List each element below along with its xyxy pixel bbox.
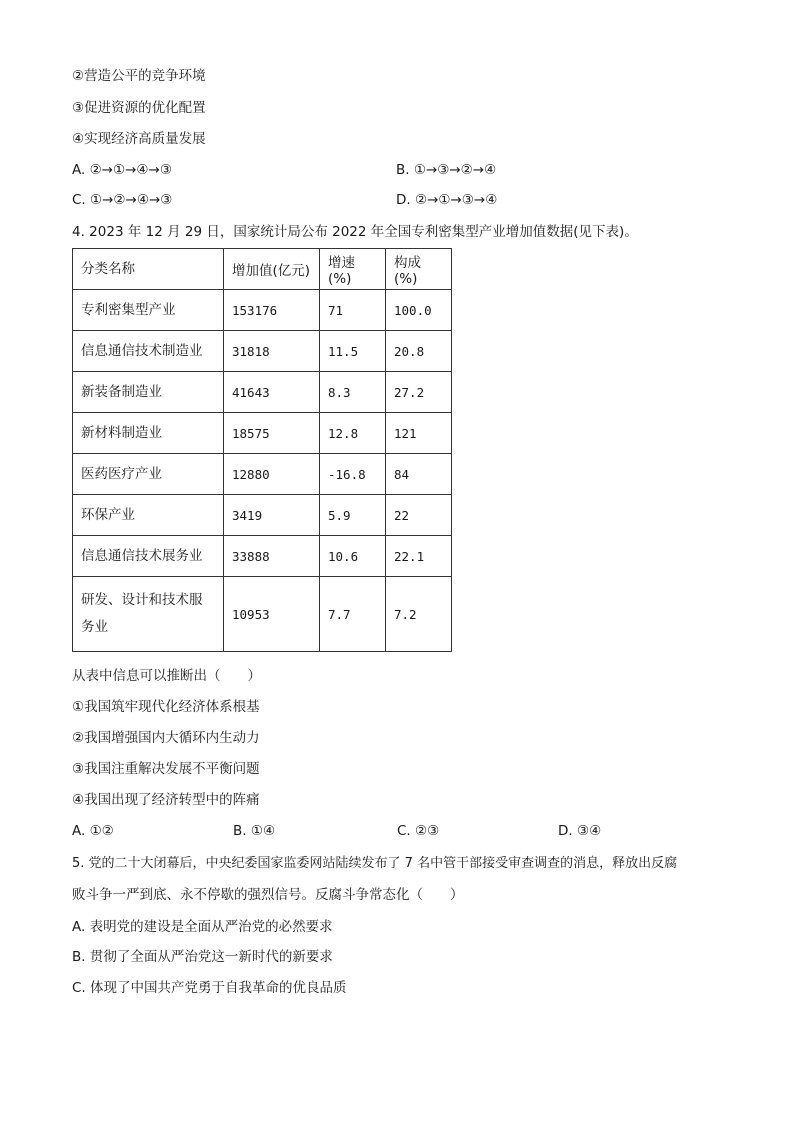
table-cell: 27.2 — [386, 372, 452, 413]
q3-option-a: A. ②→①→④→③ — [72, 162, 172, 178]
table-header-cell: 增加值(亿元) — [224, 249, 320, 290]
q3-option-b: B. ①→③→②→④ — [396, 162, 497, 178]
table-header-cell: 增速(%) — [320, 249, 386, 290]
q5-stem-line-2: 败斗争一严到底、永不停歇的强烈信号。反腐斗争常态化（ ） — [72, 887, 464, 903]
q5-option-b: B. 贯彻了全面从严治党这一新时代的新要求 — [72, 949, 333, 965]
q4-prompt: 从表中信息可以推断出（ ） — [72, 668, 261, 684]
table-cell: 研发、设计和技术服务业 — [73, 577, 224, 652]
table-cell: 84 — [386, 454, 452, 495]
table-cell: 100.0 — [386, 290, 452, 331]
table-row — [73, 290, 452, 331]
table-cell: 153176 — [224, 290, 320, 331]
table-cell: 11.5 — [320, 331, 386, 372]
q3-option-d: D. ②→①→③→④ — [396, 192, 498, 208]
table-cell: 12880 — [224, 454, 320, 495]
table-cell: 41643 — [224, 372, 320, 413]
table-cell: 环保产业 — [73, 495, 224, 536]
table-row — [73, 413, 452, 454]
table-row — [73, 454, 452, 495]
table-cell: 121 — [386, 413, 452, 454]
table-cell: 7.7 — [320, 577, 386, 652]
q3-item-4: ④实现经济高质量发展 — [72, 131, 206, 147]
q4-option-c: C. ②③ — [397, 823, 440, 839]
table-row — [73, 577, 452, 652]
table-cell: 专利密集型产业 — [73, 290, 224, 331]
q3-option-c: C. ①→②→④→③ — [72, 192, 173, 208]
patent-industry-table — [72, 248, 452, 652]
table-cell: 10953 — [224, 577, 320, 652]
q5-option-c: C. 体现了中国共产党勇于自我革命的优良品质 — [72, 980, 347, 996]
q4-item-1: ①我国筑牢现代化经济体系根基 — [72, 699, 260, 715]
table-cell: 3419 — [224, 495, 320, 536]
table-cell: 22.1 — [386, 536, 452, 577]
q4-item-4: ④我国出现了经济转型中的阵痛 — [72, 792, 260, 808]
q4-option-a: A. ①② — [72, 823, 114, 839]
q4-item-3: ③我国注重解决发展不平衡问题 — [72, 761, 260, 777]
table-row — [73, 495, 452, 536]
table-cell: -16.8 — [320, 454, 386, 495]
table-cell: 医药医疗产业 — [73, 454, 224, 495]
q5-stem-line-1: 5. 党的二十大闭幕后，中央纪委国家监委网站陆续发布了 7 名中管干部接受审查调查的消息，释放出反腐 — [72, 856, 678, 871]
q4-item-2: ②我国增强国内大循环内生动力 — [72, 730, 260, 746]
table-cell: 22 — [386, 495, 452, 536]
table-cell: 8.3 — [320, 372, 386, 413]
table-cell: 信息通信技术展务业 — [73, 536, 224, 577]
q4-option-d: D. ③④ — [558, 823, 602, 839]
table-row — [73, 536, 452, 577]
q5-option-a: A. 表明党的建设是全面从严治党的必然要求 — [72, 919, 333, 935]
q3-item-2: ②营造公平的竞争环境 — [72, 68, 206, 84]
table-cell: 33888 — [224, 536, 320, 577]
table-cell: 20.8 — [386, 331, 452, 372]
table-cell: 7.2 — [386, 577, 452, 652]
table-cell: 新材料制造业 — [73, 413, 224, 454]
table-cell: 71 — [320, 290, 386, 331]
table-cell: 10.6 — [320, 536, 386, 577]
table-header-cell: 分类名称 — [73, 249, 224, 290]
table-header-row — [73, 249, 452, 290]
table-row — [73, 372, 452, 413]
q3-item-3: ③促进资源的优化配置 — [72, 100, 206, 116]
table-cell: 5.9 — [320, 495, 386, 536]
q4-stem: 4. 2023 年 12 月 29 日，国家统计局公布 2022 年全国专利密集型产业增加值数据(见下表)。 — [72, 224, 638, 240]
table-cell: 31818 — [224, 331, 320, 372]
table-row — [73, 331, 452, 372]
table-cell: 18575 — [224, 413, 320, 454]
table-cell: 12.8 — [320, 413, 386, 454]
table-cell: 信息通信技术制造业 — [73, 331, 224, 372]
table-cell: 新装备制造业 — [73, 372, 224, 413]
table-header-cell: 构成(%) — [386, 249, 452, 290]
q4-option-b: B. ①④ — [233, 823, 276, 839]
